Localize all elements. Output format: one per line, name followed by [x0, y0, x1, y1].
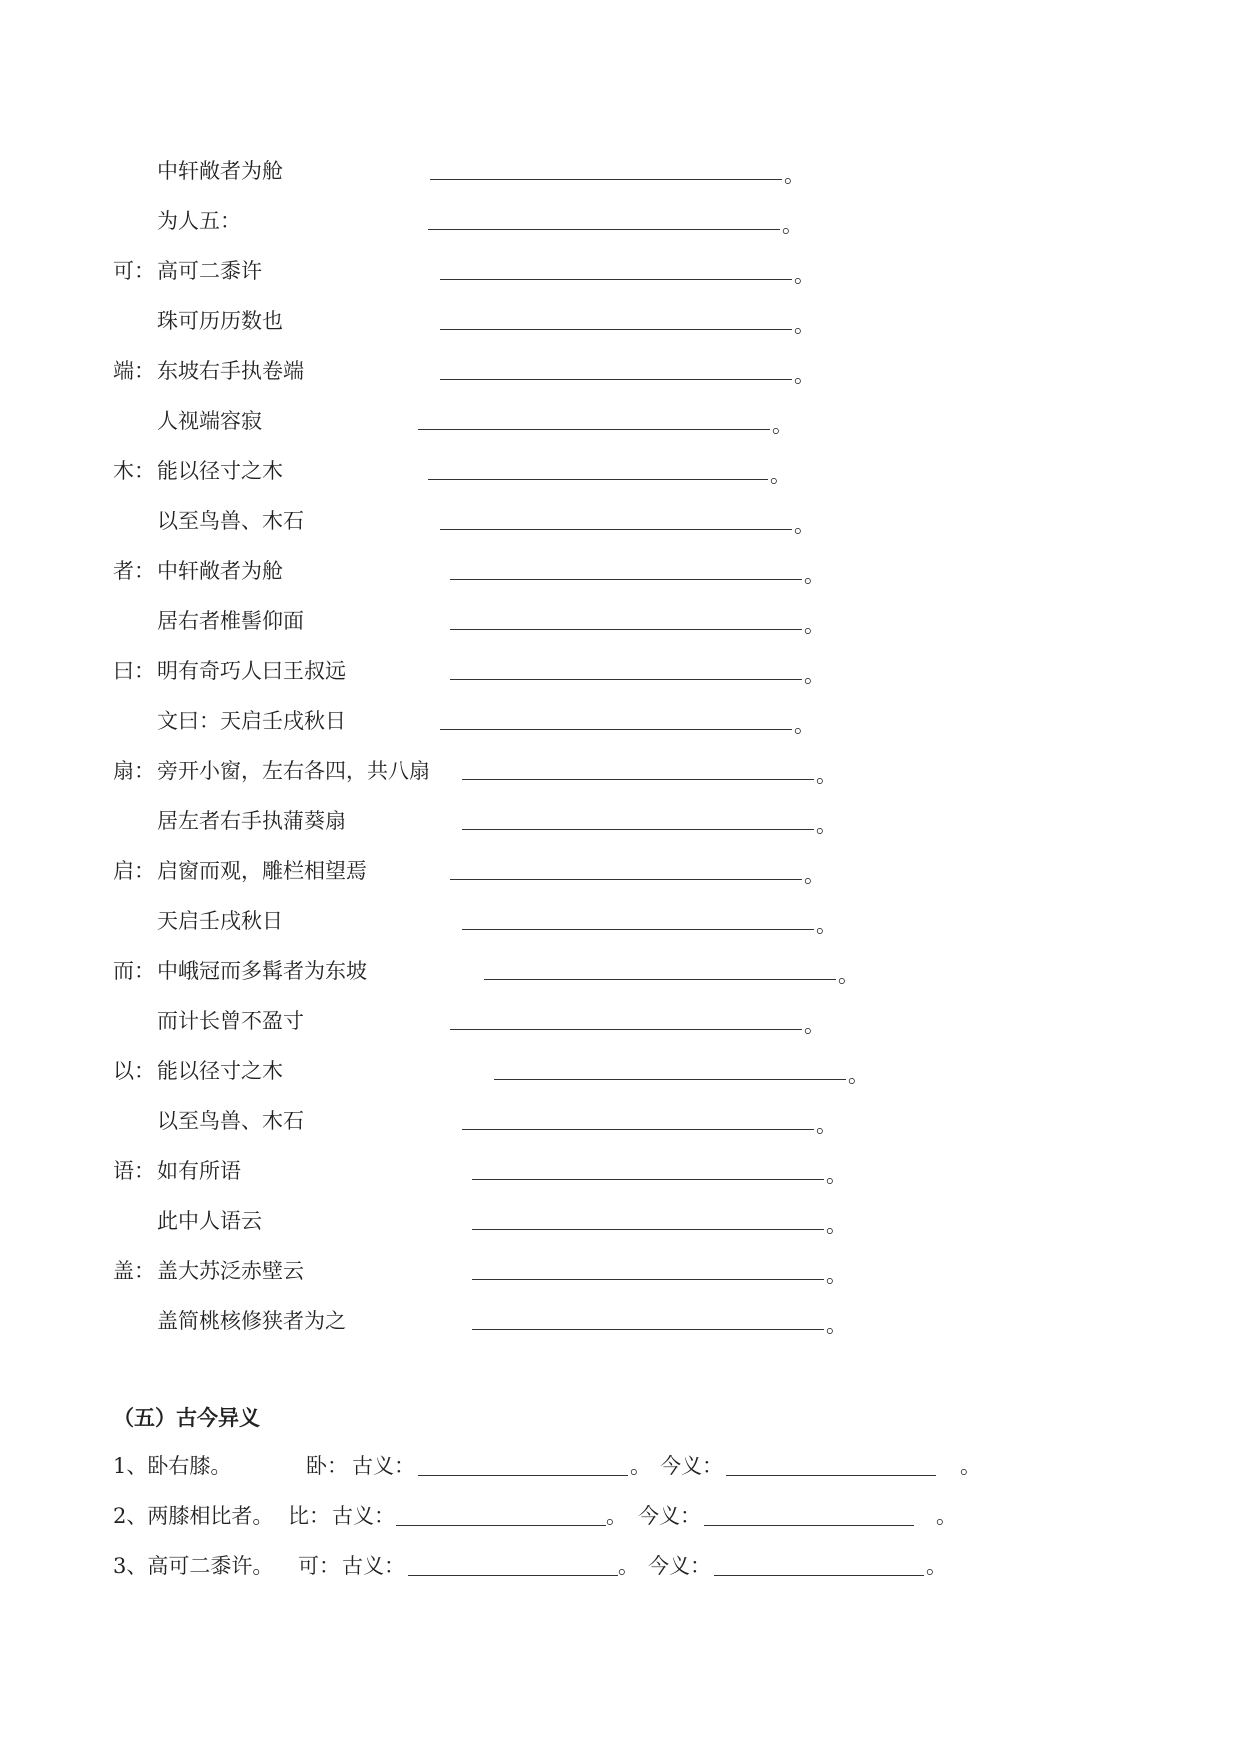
answer-blank[interactable] — [440, 255, 792, 280]
modern-meaning-label: 今义： — [638, 1504, 701, 1528]
period-mark: 。 — [794, 513, 815, 537]
example-sentence: 3、高可二黍许。 — [113, 1554, 274, 1578]
answer-blank[interactable] — [440, 305, 792, 330]
period-mark: 。 — [816, 1113, 837, 1137]
period-mark: 。 — [804, 563, 825, 587]
word-item-row — [0, 905, 1240, 937]
period-mark: 。 — [816, 763, 837, 787]
answer-blank[interactable] — [428, 455, 768, 480]
period-mark: 。 — [770, 463, 791, 487]
example-phrase: 为人五： — [157, 209, 241, 233]
word-item-row — [0, 255, 1240, 287]
period-mark: 。 — [772, 413, 793, 437]
target-character: 曰： — [113, 659, 155, 683]
word-item-row — [0, 505, 1240, 537]
example-phrase: 高可二黍许 — [157, 259, 262, 283]
period-mark: 。 — [630, 1454, 651, 1478]
word-item-row — [0, 705, 1240, 737]
period-mark: 。 — [784, 163, 805, 187]
target-character: 语： — [113, 1159, 155, 1183]
example-sentence: 2、两膝相比者。 — [113, 1504, 274, 1528]
answer-blank[interactable] — [484, 955, 836, 980]
word-item-row — [0, 1305, 1240, 1337]
example-sentence: 1、卧右膝。 — [113, 1454, 232, 1478]
answer-blank[interactable] — [440, 355, 792, 380]
word-item-row — [0, 1005, 1240, 1037]
period-mark: 。 — [804, 613, 825, 637]
answer-blank[interactable] — [450, 655, 802, 680]
example-phrase: 此中人语云 — [157, 1209, 262, 1233]
period-mark: 。 — [794, 713, 815, 737]
word-item-row — [0, 855, 1240, 887]
example-phrase: 以至鸟兽、木石 — [157, 1109, 304, 1133]
period-mark: 。 — [606, 1504, 627, 1528]
target-character: 者： — [113, 559, 155, 583]
target-word: 可： — [298, 1554, 340, 1578]
period-mark: 。 — [782, 213, 803, 237]
word-item-row — [0, 555, 1240, 587]
target-character: 而： — [113, 959, 155, 983]
word-item-row — [0, 1105, 1240, 1137]
period-mark: 。 — [816, 813, 837, 837]
word-item-row — [0, 1055, 1240, 1087]
example-phrase: 启窗而观，雕栏相望焉 — [157, 859, 367, 883]
modern-meaning-label: 今义： — [648, 1554, 711, 1578]
word-item-row — [0, 955, 1240, 987]
period-mark: 。 — [816, 913, 837, 937]
period-mark: 。 — [618, 1554, 639, 1578]
ancient-meaning-blank[interactable] — [418, 1449, 628, 1476]
period-mark: 。 — [826, 1263, 847, 1287]
answer-blank[interactable] — [494, 1055, 846, 1080]
answer-blank[interactable] — [428, 205, 780, 230]
target-character: 端： — [113, 359, 155, 383]
example-phrase: 能以径寸之木 — [157, 459, 283, 483]
period-mark: 。 — [826, 1313, 847, 1337]
example-phrase: 居左者右手执蒲葵扇 — [157, 809, 346, 833]
answer-blank[interactable] — [472, 1255, 824, 1280]
example-phrase: 而计长曾不盈寸 — [157, 1009, 304, 1033]
word-item-row — [0, 305, 1240, 337]
period-mark: 。 — [794, 263, 815, 287]
period-mark: 。 — [926, 1554, 947, 1578]
example-phrase: 中轩敞者为舱 — [157, 559, 283, 583]
ancient-meaning-label: 古义： — [332, 1504, 395, 1528]
modern-meaning-blank[interactable] — [704, 1499, 914, 1526]
word-item-row — [0, 155, 1240, 187]
example-phrase: 盖大苏泛赤壁云 — [157, 1259, 304, 1283]
ancient-modern-item — [0, 1449, 1240, 1483]
modern-meaning-blank[interactable] — [726, 1449, 936, 1476]
target-character: 盖： — [113, 1259, 155, 1283]
period-mark: 。 — [826, 1213, 847, 1237]
word-item-row — [0, 655, 1240, 687]
answer-blank[interactable] — [440, 505, 792, 530]
word-item-row — [0, 455, 1240, 487]
answer-blank[interactable] — [462, 1105, 814, 1130]
target-word: 比： — [288, 1504, 330, 1528]
example-phrase: 盖简桃核修狭者为之 — [157, 1309, 346, 1333]
word-item-row — [0, 755, 1240, 787]
section-heading: （五）古今异义 — [113, 1405, 260, 1430]
example-phrase: 明有奇巧人曰王叔远 — [157, 659, 346, 683]
word-item-row — [0, 1155, 1240, 1187]
word-item-row — [0, 1205, 1240, 1237]
example-phrase: 如有所语 — [157, 1159, 241, 1183]
example-phrase: 东坡右手执卷端 — [157, 359, 304, 383]
period-mark: 。 — [826, 1163, 847, 1187]
target-character: 扇： — [113, 759, 155, 783]
ancient-modern-item — [0, 1549, 1240, 1583]
target-character: 可： — [113, 259, 155, 283]
ancient-meaning-blank[interactable] — [408, 1549, 618, 1576]
answer-blank[interactable] — [450, 855, 802, 880]
example-phrase: 天启壬戌秋日 — [157, 909, 283, 933]
word-item-row — [0, 355, 1240, 387]
period-mark: 。 — [794, 313, 815, 337]
answer-blank[interactable] — [462, 805, 814, 830]
answer-blank[interactable] — [430, 155, 782, 180]
answer-blank[interactable] — [418, 405, 770, 430]
example-phrase: 中轩敞者为舱 — [157, 159, 283, 183]
period-mark: 。 — [804, 1013, 825, 1037]
example-phrase: 中峨冠而多髯者为东坡 — [157, 959, 367, 983]
target-character: 木： — [113, 459, 155, 483]
example-phrase: 旁开小窗，左右各四，共八扇 — [157, 759, 430, 783]
period-mark: 。 — [936, 1504, 957, 1528]
answer-blank[interactable] — [472, 1305, 824, 1330]
target-character: 启： — [113, 859, 155, 883]
modern-meaning-label: 今义： — [660, 1454, 723, 1478]
ancient-meaning-label: 古义： — [342, 1554, 405, 1578]
answer-blank[interactable] — [440, 705, 792, 730]
answer-blank[interactable] — [450, 605, 802, 630]
example-phrase: 居右者椎髻仰面 — [157, 609, 304, 633]
ancient-meaning-blank[interactable] — [396, 1499, 606, 1526]
period-mark: 。 — [960, 1454, 981, 1478]
word-item-row — [0, 405, 1240, 437]
target-character: 以： — [113, 1059, 155, 1083]
ancient-meaning-label: 古义： — [352, 1454, 415, 1478]
example-phrase: 文曰：天启壬戌秋日 — [157, 709, 346, 733]
target-word: 卧： — [306, 1454, 348, 1478]
period-mark: 。 — [804, 663, 825, 687]
answer-blank[interactable] — [472, 1205, 824, 1230]
modern-meaning-blank[interactable] — [714, 1549, 924, 1576]
example-phrase: 珠可历历数也 — [157, 309, 283, 333]
period-mark: 。 — [804, 863, 825, 887]
word-item-row — [0, 205, 1240, 237]
period-mark: 。 — [848, 1063, 869, 1087]
period-mark: 。 — [838, 963, 859, 987]
word-item-row — [0, 605, 1240, 637]
answer-blank[interactable] — [450, 1005, 802, 1030]
word-item-row — [0, 1255, 1240, 1287]
answer-blank[interactable] — [450, 555, 802, 580]
answer-blank[interactable] — [462, 755, 814, 780]
answer-blank[interactable] — [462, 905, 814, 930]
example-phrase: 能以径寸之木 — [157, 1059, 283, 1083]
answer-blank[interactable] — [472, 1155, 824, 1180]
word-item-row — [0, 805, 1240, 837]
period-mark: 。 — [794, 363, 815, 387]
example-phrase: 以至鸟兽、木石 — [157, 509, 304, 533]
example-phrase: 人视端容寂 — [157, 409, 262, 433]
ancient-modern-item — [0, 1499, 1240, 1533]
